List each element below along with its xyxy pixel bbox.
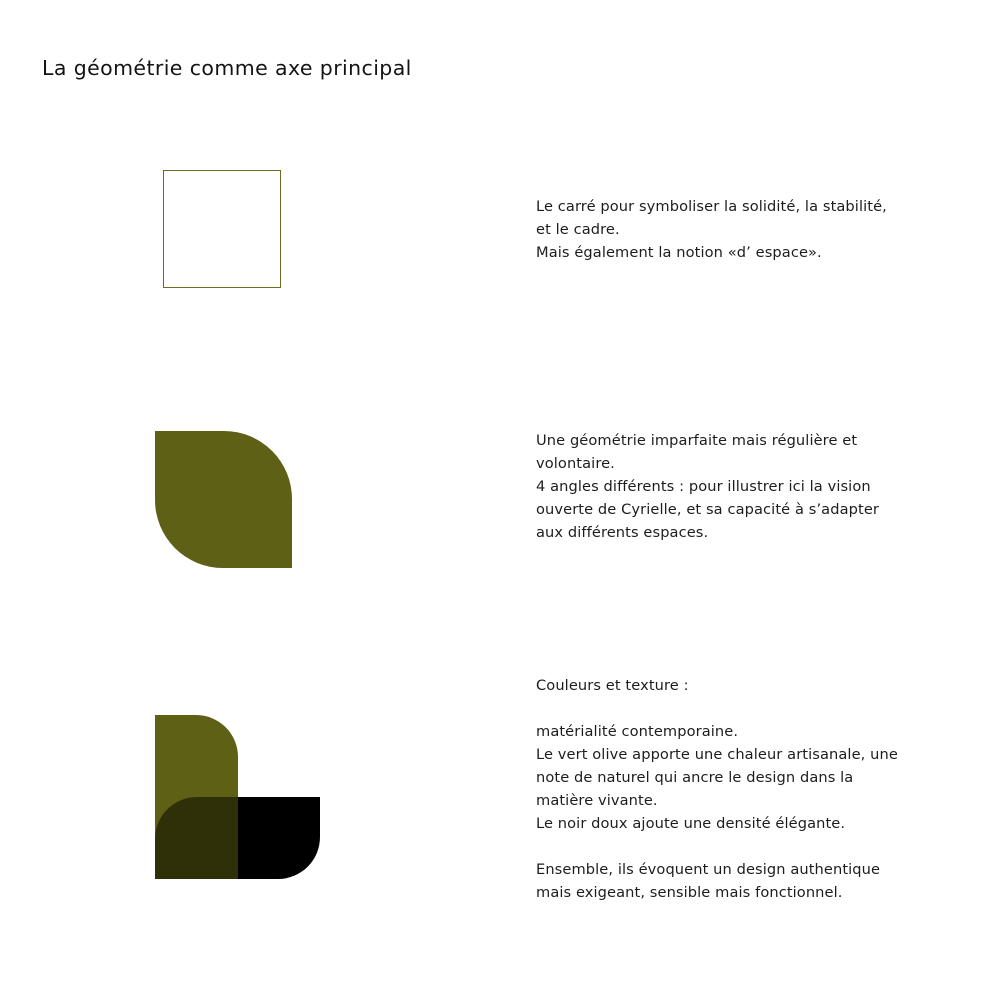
square-description-line: Le carré pour symboliser la solidité, la stabilité, — [536, 198, 887, 215]
geometry-description-line: ouverte de Cyrielle, et sa capacité à s’adapter — [536, 501, 879, 518]
geometry-description-line: volontaire. — [536, 455, 615, 472]
colors-description-line: mais exigeant, sensible mais fonctionnel. — [536, 884, 843, 901]
colors-heading: Couleurs et texture : — [536, 677, 689, 694]
page-title: La géométrie comme axe principal — [42, 55, 412, 80]
colors-description-line: matière vivante. — [536, 792, 658, 809]
square-description — [536, 195, 936, 264]
square-description-line: Mais également la notion «d’ espace». — [536, 244, 822, 261]
colors-description-line: Le vert olive apporte une chaleur artisanale, une — [536, 746, 898, 763]
composite-overlap-piece — [155, 797, 238, 879]
colors-description-line: note de naturel qui ancre le design dans la — [536, 769, 854, 786]
colors-description-line: matérialité contemporaine. — [536, 723, 739, 740]
olive-rounded-leaf-shape — [155, 431, 292, 568]
composite-mark-shape — [155, 715, 320, 879]
colors-description-line: Le noir doux ajoute une densité élégante. — [536, 815, 846, 832]
colors-description-line: Ensemble, ils évoquent un design authentique — [536, 861, 881, 878]
square-description-line: et le cadre. — [536, 221, 620, 238]
geometry-description — [536, 429, 936, 544]
composite-black-piece — [238, 797, 320, 879]
colors-description — [536, 674, 928, 904]
geometry-description-line: 4 angles différents : pour illustrer ici la vision — [536, 478, 871, 495]
outlined-square-shape — [163, 170, 281, 288]
geometry-description-line: Une géométrie imparfaite mais régulière et — [536, 432, 858, 449]
geometry-description-line: aux différents espaces. — [536, 524, 709, 541]
